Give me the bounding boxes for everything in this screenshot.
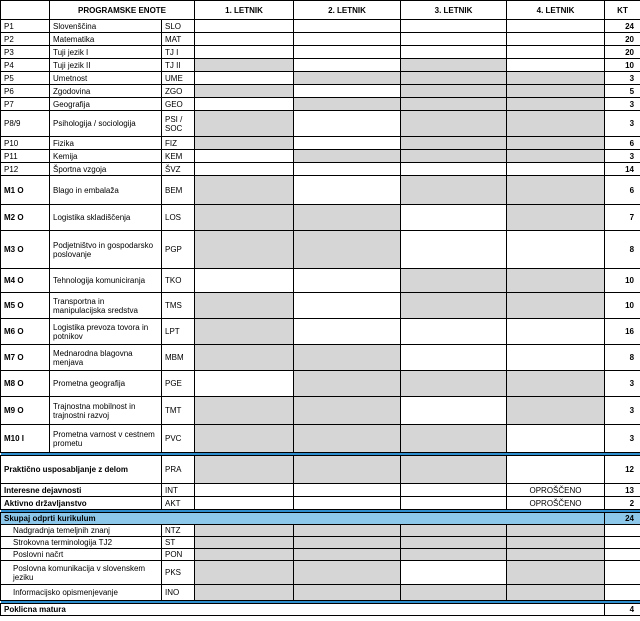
exempt-note: OPROŠČENO <box>507 497 605 510</box>
subject-row <box>1 59 640 72</box>
year-1-cell <box>195 497 294 510</box>
year-2-cell <box>294 205 401 231</box>
program-units-header: PROGRAMSKE ENOTE <box>50 1 195 20</box>
year-2-cell <box>294 497 401 510</box>
open-item-code: INO <box>162 585 195 601</box>
year-3-cell <box>401 585 507 601</box>
open-curriculum-item <box>1 537 640 549</box>
subject-code: PSI / SOC <box>162 111 195 137</box>
year-4-cell <box>507 46 605 59</box>
year-1-cell <box>195 205 294 231</box>
year-2-cell <box>294 85 401 98</box>
year-4-cell <box>507 59 605 72</box>
year-1-cell <box>195 72 294 85</box>
subject-kt: 20 <box>605 46 640 59</box>
year-3-cell <box>401 150 507 163</box>
subject-kt: 3 <box>605 72 640 85</box>
subject-name: Umetnost <box>50 72 162 85</box>
subject-code: ŠVZ <box>162 163 195 176</box>
open-item-code: ST <box>162 537 195 549</box>
year-2-cell <box>294 98 401 111</box>
year-4-cell <box>507 456 605 484</box>
practical-code: INT <box>162 484 195 497</box>
year-4-cell <box>507 397 605 425</box>
year-3-cell <box>401 456 507 484</box>
module-code: BEM <box>162 176 195 205</box>
year-2-cell <box>294 59 401 72</box>
year-2-cell <box>294 456 401 484</box>
open-curriculum-item <box>1 561 640 585</box>
subject-row <box>1 46 640 59</box>
module-code: PGP <box>162 231 195 269</box>
subject-kt: 3 <box>605 111 640 137</box>
subject-row <box>1 72 640 85</box>
year-4-cell <box>507 561 605 585</box>
year-1-cell <box>195 33 294 46</box>
module-name: Transportna in manipulacijska sredstva <box>50 293 162 319</box>
year-2-cell <box>294 585 401 601</box>
open-item-name: Poslovni načrt <box>1 549 162 561</box>
year-3-cell <box>401 549 507 561</box>
year-4-cell <box>507 111 605 137</box>
module-id: M9 O <box>1 397 50 425</box>
year-1-cell <box>195 456 294 484</box>
module-id: M10 I <box>1 425 50 453</box>
year-4-cell <box>507 371 605 397</box>
subject-code: FIZ <box>162 137 195 150</box>
year-1-cell <box>195 163 294 176</box>
year-3-cell <box>401 111 507 137</box>
module-code: LPT <box>162 319 195 345</box>
year-1-cell <box>195 484 294 497</box>
open-item-kt <box>605 525 640 537</box>
year-3-cell <box>401 497 507 510</box>
module-code: PGE <box>162 371 195 397</box>
subject-kt: 6 <box>605 137 640 150</box>
module-kt: 3 <box>605 371 640 397</box>
open-item-code: PKS <box>162 561 195 585</box>
module-code: TMT <box>162 397 195 425</box>
module-name: Logistika prevoza tovora in potnikov <box>50 319 162 345</box>
year-4-cell <box>507 549 605 561</box>
practical-kt: 2 <box>605 497 640 510</box>
year-4-cell <box>507 163 605 176</box>
subject-id: P7 <box>1 98 50 111</box>
module-name: Logistika skladiščenja <box>50 205 162 231</box>
open-item-name: Informacijsko opismenjevanje <box>1 585 162 601</box>
subject-code: UME <box>162 72 195 85</box>
year-3-cell <box>401 137 507 150</box>
header-row <box>1 1 640 20</box>
year-4-cell <box>507 269 605 293</box>
year-2-cell <box>294 20 401 33</box>
year-2-cell <box>294 231 401 269</box>
year-1-cell <box>195 137 294 150</box>
year-3-cell <box>401 163 507 176</box>
year-4-cell <box>507 319 605 345</box>
module-id: M3 O <box>1 231 50 269</box>
year-3-cell <box>401 484 507 497</box>
module-name: Podjetništvo in gospodarsko poslovanje <box>50 231 162 269</box>
subject-id: P3 <box>1 46 50 59</box>
practical-row <box>1 456 640 484</box>
year-2-cell <box>294 33 401 46</box>
open-curriculum-item <box>1 585 640 601</box>
open-curriculum-title: Skupaj odprti kurikulum <box>1 513 605 525</box>
year-2-cell <box>294 561 401 585</box>
subject-id: P5 <box>1 72 50 85</box>
year-3-cell <box>401 33 507 46</box>
open-item-name: Nadgradnja temeljnih znanj <box>1 525 162 537</box>
subject-id: P1 <box>1 20 50 33</box>
module-id: M2 O <box>1 205 50 231</box>
subject-name: Psihologija / sociologija <box>50 111 162 137</box>
year-3-cell <box>401 269 507 293</box>
module-name: Trajnostna mobilnost in trajnostni razvoj <box>50 397 162 425</box>
subject-row <box>1 137 640 150</box>
year-2-cell <box>294 176 401 205</box>
year-2-cell <box>294 150 401 163</box>
module-row <box>1 371 640 397</box>
year-3-cell <box>401 59 507 72</box>
module-row <box>1 319 640 345</box>
practical-code: AKT <box>162 497 195 510</box>
subject-name: Tuji jezik I <box>50 46 162 59</box>
module-row <box>1 397 640 425</box>
module-id: M7 O <box>1 345 50 371</box>
year-1-cell <box>195 585 294 601</box>
year-1-cell <box>195 150 294 163</box>
matura-row <box>1 604 640 616</box>
year-3-cell <box>401 85 507 98</box>
year-3-cell <box>401 293 507 319</box>
practical-row <box>1 484 640 497</box>
year-3-cell <box>401 176 507 205</box>
year-2-cell <box>294 46 401 59</box>
year-3-cell <box>401 46 507 59</box>
year-3-cell <box>401 561 507 585</box>
open-curriculum-item <box>1 549 640 561</box>
open-item-name: Strokovna terminologija TJ2 <box>1 537 162 549</box>
subject-id: P10 <box>1 137 50 150</box>
subject-id: P4 <box>1 59 50 72</box>
year-1-cell <box>195 46 294 59</box>
year-1-cell <box>195 85 294 98</box>
year-3-cell <box>401 345 507 371</box>
subject-name: Slovenščina <box>50 20 162 33</box>
module-kt: 7 <box>605 205 640 231</box>
subject-kt: 10 <box>605 59 640 72</box>
year-1-cell <box>195 293 294 319</box>
year-4-cell <box>507 425 605 453</box>
subject-name: Fizika <box>50 137 162 150</box>
subject-id: P11 <box>1 150 50 163</box>
subject-code: ZGO <box>162 85 195 98</box>
module-row <box>1 176 640 205</box>
subject-row <box>1 163 640 176</box>
year-3-cell <box>401 98 507 111</box>
open-item-kt <box>605 549 640 561</box>
year-1-cell <box>195 111 294 137</box>
subject-kt: 3 <box>605 150 640 163</box>
module-row <box>1 205 640 231</box>
year-4-cell <box>507 176 605 205</box>
subject-kt: 14 <box>605 163 640 176</box>
year-1-cell <box>195 537 294 549</box>
subject-kt: 5 <box>605 85 640 98</box>
subject-row <box>1 98 640 111</box>
practical-kt: 12 <box>605 456 640 484</box>
year-4-cell <box>507 33 605 46</box>
year-1-cell <box>195 397 294 425</box>
module-id: M5 O <box>1 293 50 319</box>
year-2-cell <box>294 345 401 371</box>
subject-row <box>1 20 640 33</box>
subject-row <box>1 85 640 98</box>
module-code: LOS <box>162 205 195 231</box>
open-item-kt <box>605 585 640 601</box>
year-3-cell <box>401 425 507 453</box>
open-item-code: NTZ <box>162 525 195 537</box>
open-item-kt <box>605 537 640 549</box>
subject-code: TJ I <box>162 46 195 59</box>
matura-kt: 4 <box>605 604 640 616</box>
year-3-cell <box>401 205 507 231</box>
subject-name: Kemija <box>50 150 162 163</box>
year-3-cell <box>401 319 507 345</box>
year-2-cell <box>294 537 401 549</box>
year-1-cell <box>195 371 294 397</box>
year-1-cell <box>195 319 294 345</box>
year-2-cell <box>294 319 401 345</box>
subject-name: Tuji jezik II <box>50 59 162 72</box>
year-2-cell <box>294 549 401 561</box>
subject-name: Geografija <box>50 98 162 111</box>
year-1-cell <box>195 269 294 293</box>
year-3-cell <box>401 20 507 33</box>
practical-name: Aktivno državljanstvo <box>1 497 162 510</box>
module-row <box>1 293 640 319</box>
subject-id: P2 <box>1 33 50 46</box>
module-row <box>1 231 640 269</box>
module-kt: 8 <box>605 231 640 269</box>
year-4-cell <box>507 537 605 549</box>
year-2-cell <box>294 371 401 397</box>
subject-row <box>1 111 640 137</box>
module-row <box>1 345 640 371</box>
subject-code: KEM <box>162 150 195 163</box>
practical-kt: 13 <box>605 484 640 497</box>
module-kt: 6 <box>605 176 640 205</box>
module-id: M4 O <box>1 269 50 293</box>
year-2-cell <box>294 293 401 319</box>
year-3-cell <box>401 525 507 537</box>
year-3-cell <box>401 231 507 269</box>
subject-kt: 20 <box>605 33 640 46</box>
year-1-cell <box>195 98 294 111</box>
year-4-cell <box>507 85 605 98</box>
year-1-cell <box>195 20 294 33</box>
module-kt: 10 <box>605 293 640 319</box>
year-1-cell <box>195 231 294 269</box>
module-kt: 3 <box>605 425 640 453</box>
year-1-cell <box>195 345 294 371</box>
year-4-cell <box>507 137 605 150</box>
subject-row <box>1 33 640 46</box>
year-header: 3. LETNIK <box>401 1 507 20</box>
subject-name: Športna vzgoja <box>50 163 162 176</box>
module-id: M8 O <box>1 371 50 397</box>
year-4-cell <box>507 205 605 231</box>
module-name: Prometna geografija <box>50 371 162 397</box>
year-4-cell <box>507 72 605 85</box>
module-code: MBM <box>162 345 195 371</box>
open-item-name: Poslovna komunikacija v slovenskem jeziku <box>1 561 162 585</box>
year-3-cell <box>401 537 507 549</box>
practical-name: Praktično usposabljanje z delom <box>1 456 162 484</box>
practical-code: PRA <box>162 456 195 484</box>
exempt-note: OPROŠČENO <box>507 484 605 497</box>
subject-id: P12 <box>1 163 50 176</box>
year-4-cell <box>507 585 605 601</box>
year-4-cell <box>507 293 605 319</box>
module-name: Prometna varnost v cestnem prometu <box>50 425 162 453</box>
year-1-cell <box>195 549 294 561</box>
subject-kt: 3 <box>605 98 640 111</box>
open-item-code: PON <box>162 549 195 561</box>
practical-name: Interesne dejavnosti <box>1 484 162 497</box>
open-curriculum-row <box>1 513 640 525</box>
year-4-cell <box>507 345 605 371</box>
module-name: Tehnologija komuniciranja <box>50 269 162 293</box>
module-id: M6 O <box>1 319 50 345</box>
subject-kt: 24 <box>605 20 640 33</box>
module-kt: 8 <box>605 345 640 371</box>
subject-name: Matematika <box>50 33 162 46</box>
module-kt: 16 <box>605 319 640 345</box>
practical-row <box>1 497 640 510</box>
open-item-kt <box>605 561 640 585</box>
year-4-cell <box>507 98 605 111</box>
subject-name: Zgodovina <box>50 85 162 98</box>
module-row <box>1 425 640 453</box>
open-curriculum-kt: 24 <box>605 513 640 525</box>
kt-header: KT <box>605 1 640 20</box>
year-2-cell <box>294 425 401 453</box>
subject-id: P8/9 <box>1 111 50 137</box>
year-1-cell <box>195 176 294 205</box>
year-4-cell <box>507 525 605 537</box>
year-2-cell <box>294 397 401 425</box>
year-1-cell <box>195 59 294 72</box>
module-id: M1 O <box>1 176 50 205</box>
year-4-cell <box>507 20 605 33</box>
year-3-cell <box>401 371 507 397</box>
year-2-cell <box>294 269 401 293</box>
module-code: TMS <box>162 293 195 319</box>
subject-code: GEO <box>162 98 195 111</box>
matura-name: Poklicna matura <box>1 604 605 616</box>
year-4-cell <box>507 231 605 269</box>
year-header: 4. LETNIK <box>507 1 605 20</box>
module-kt: 3 <box>605 397 640 425</box>
open-curriculum-item <box>1 525 640 537</box>
module-code: PVC <box>162 425 195 453</box>
module-name: Mednarodna blagovna menjava <box>50 345 162 371</box>
year-2-cell <box>294 163 401 176</box>
module-row <box>1 269 640 293</box>
year-2-cell <box>294 525 401 537</box>
year-3-cell <box>401 397 507 425</box>
year-4-cell <box>507 150 605 163</box>
subject-row <box>1 150 640 163</box>
year-header: 2. LETNIK <box>294 1 401 20</box>
year-1-cell <box>195 425 294 453</box>
year-2-cell <box>294 137 401 150</box>
corner-cell <box>1 1 50 20</box>
year-1-cell <box>195 561 294 585</box>
year-3-cell <box>401 72 507 85</box>
year-header: 1. LETNIK <box>195 1 294 20</box>
module-name: Blago in embalaža <box>50 176 162 205</box>
year-2-cell <box>294 484 401 497</box>
module-code: TKO <box>162 269 195 293</box>
subject-code: SLO <box>162 20 195 33</box>
subject-code: MAT <box>162 33 195 46</box>
year-2-cell <box>294 111 401 137</box>
year-1-cell <box>195 525 294 537</box>
module-kt: 10 <box>605 269 640 293</box>
year-2-cell <box>294 72 401 85</box>
subject-code: TJ II <box>162 59 195 72</box>
subject-id: P6 <box>1 85 50 98</box>
